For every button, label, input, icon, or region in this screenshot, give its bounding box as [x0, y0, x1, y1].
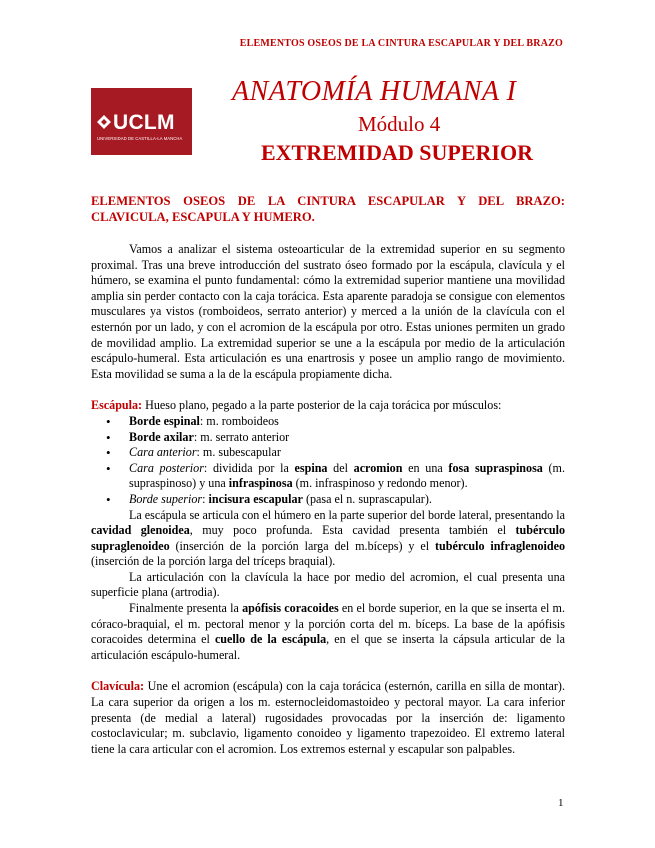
clavicula-label: Clavícula:: [91, 679, 145, 694]
page-number: 1: [558, 797, 564, 809]
escapula-label: Escápula:: [91, 398, 143, 413]
logo-text: UCLM: [113, 111, 175, 134]
list-item: • Cara posterior: dividida por la espina del acromion en una fosa supraspinosa (m. supraspinoso) y una infraspinosa (m. infraspinoso y redondo menor).: [121, 461, 565, 492]
page-subtitle: EXTREMIDAD SUPERIOR: [261, 140, 533, 165]
course-title: ANATOMÍA HUMANA I: [232, 76, 517, 107]
list-item: • Borde espinal: m. romboideos: [121, 414, 565, 430]
document-body: [91, 193, 565, 757]
list-item: • Cara anterior: m. subescapular: [121, 445, 565, 461]
uclm-logo: [91, 88, 192, 155]
acromion-paragraph: La articulación con la clavícula la hace por medio del acromion, el cual presenta una superficie plana (artrodia).: [91, 569, 565, 600]
logo-subtitle: UNIVERSIDAD DE CASTILLA-LA MANCHA: [97, 136, 183, 141]
glenoid-paragraph: La escápula se articula con el húmero en la parte superior del borde lateral, presentando la cavidad glenoidea, muy poco profunda. Esta cavidad presenta también el tubérculo supraglenoideo (inserción de la porción larga del m.bíceps) y el tubérculo infraglenoideo (inserción de la porción larga del tríceps braquial).: [91, 507, 565, 569]
list-item: • Borde axilar: m. serrato anterior: [121, 430, 565, 446]
logo-emblem-icon: [97, 115, 111, 129]
section-heading: ELEMENTOS OSEOS DE LA CINTURA ESCAPULAR Y DEL BRAZO: CLAVICULA, ESCAPULA Y HUMERO.: [91, 194, 565, 224]
clavicula-paragraph: Clavícula: Une el acromion (escápula) con la caja torácica (esternón, carilla en silla de montar). La cara superior da origen a los m. esternocleidomastoideo y pectoral mayor. La cara inferior presenta (de medial a lateral) rugosidades provocadas por la inserción de: ligamento costoclavicular; m. subclavio, ligamento conoideo y ligamento trapezoideo. El extremo lateral tiene la cara articular con el acromion. Los extremos esternal y escapular son palpables.: [91, 679, 565, 756]
list-item: • Borde superior: incisura escapular (pasa el n. suprascapular).: [121, 492, 565, 508]
intro-paragraph: Vamos a analizar el sistema osteoarticular de la extremidad superior en su segmento proximal. Tras una breve introducción del sustrato óseo formado por la escápula, clavícula y el húmero, se examina el punto fundamental: cómo la extremidad superior mantiene una movilidad amplia sin perder contacto con la caja torácica. Esta aparente paradoja se consigue con elementos musculares ya vistos (romboideos, serrato anterior) y merced a la unión de la clavícula con el esternón por un lado, y con el acromion de la escápula por otro. Estas uniones permiten un grado de movilidad amplio. La extremidad superior se une a la escápula por medio de la articulación escápulo-humeral. Esta articulación es una enartrosis y posee un amplio rango de movimiento. Esta movilidad se suma a la de la escápula propiamente dicha.: [91, 242, 565, 381]
coracoid-paragraph: Finalmente presenta la apófisis coracoides en el borde superior, en la que se inserta el m. córaco-braquial, el m. pectoral menor y la porción corta del m. bíceps. La base de la apófisis coracoides determina el cuello de la escápula, en el que se inserta la cápsula articular de la articulación escápulo-humeral.: [91, 601, 566, 662]
module-label: Módulo 4: [358, 112, 441, 136]
escapula-list: [91, 414, 565, 508]
running-header: ELEMENTOS OSEOS DE LA CINTURA ESCAPULAR Y DEL BRAZO: [239, 38, 563, 49]
escapula-paragraph: Escápula: Hueso plano, pegado a la parte posterior de la caja torácica por músculos:: [91, 398, 502, 413]
